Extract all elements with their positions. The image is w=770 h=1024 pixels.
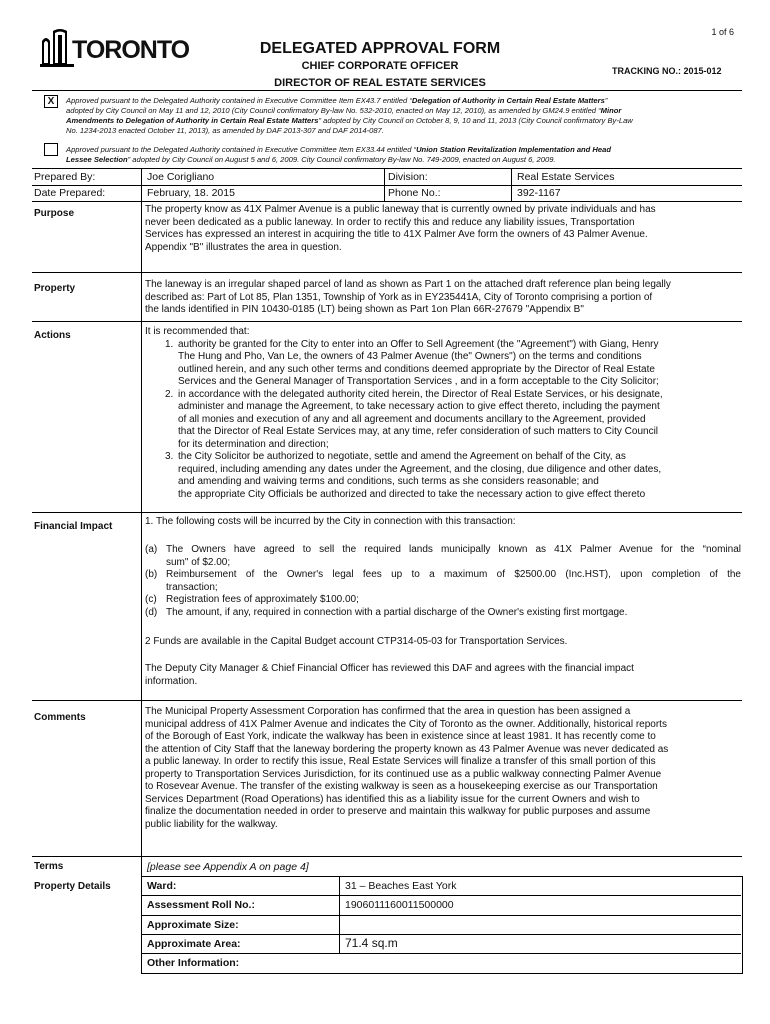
approximate-area-value: 71.4 sq.m	[345, 936, 398, 950]
info-row-divider	[32, 185, 742, 186]
comments-label: Comments	[34, 712, 86, 723]
page-number: 1 of 6	[711, 27, 734, 37]
authority-checkbox-2[interactable]	[44, 143, 58, 156]
action-line: the appropriate City Officials be authorized and directed to take the necessary action to give effect thereto	[178, 488, 646, 500]
purpose-text	[145, 204, 741, 254]
phone-label: Phone No.:	[388, 187, 441, 199]
comments-line: of the Borough of East York, indicate the walkway has been in existence since at least 1981. It has recently come to	[145, 731, 656, 742]
property-details-row-divider	[141, 934, 741, 935]
action-line: Services and the General Manager of Transportation Services , and in a form acceptable to the City Solicitor;	[178, 376, 659, 387]
division-value: Real Estate Services	[517, 171, 615, 183]
authority-1-line: Approved pursuant to the Delegated Authority contained in Executive Committee Item EX43.7 entitled “Delegation of Authority in Certain Real Estate Matters”	[66, 96, 608, 105]
action-line: authority be granted for the City to enter into an Offer to Sell Agreement (the "Agreement") with Giang, Henry	[178, 338, 659, 350]
property-details-label: Property Details	[34, 881, 111, 892]
subtitle-director: DIRECTOR OF REAL ESTATE SERVICES	[274, 77, 486, 89]
actions-list	[145, 326, 741, 501]
action-number: 3.	[165, 451, 174, 462]
authority-1-line: adopted by City Council on May 11 and 12, 2010 (City Council confirmatory By-law No. 532-2010, enacted on May 12, 2010), as amended by GM24.9 entitled “Minor	[66, 106, 622, 115]
action-line: of all monies and execution of any and all agreement and documents ancillary to the Agreement, provided	[178, 413, 646, 425]
info-bottom-divider	[32, 201, 742, 202]
financial-item	[145, 594, 741, 607]
action-line: The Hung and Pho, Van Le, the owners of 43 Palmer Avenue (the" Owners") on the terms and conditions	[178, 351, 642, 362]
assessment-roll-label: Assessment Roll No.:	[147, 899, 255, 911]
financial-item	[145, 607, 741, 620]
property-label: Property	[34, 283, 76, 294]
financial-intro-text: 1. The following costs will be incurred by the City in connection with this transaction:	[145, 516, 516, 527]
action-number: 2.	[165, 388, 174, 400]
financial-items	[145, 544, 741, 619]
authority-checkbox-1[interactable]: X	[44, 95, 58, 108]
purpose-line: The property know as 41X Palmer Avenue is a public laneway that is currently owned by private individuals and has	[145, 204, 656, 215]
action-item	[145, 339, 741, 389]
info-col-divider	[511, 168, 512, 201]
authority-divider	[32, 168, 742, 169]
cfo-review-line: information.	[145, 675, 198, 687]
financial-line: The Owners have agreed to sell the required lands municipally known as 41X Palmer Avenue for the “nominal	[166, 544, 741, 555]
comments-line: The Municipal Property Assessment Corporation has confirmed that the area in question has been assigned a	[145, 706, 631, 717]
info-col-divider	[141, 168, 142, 201]
comments-line: finalize the documentation needed in order to preserve and maintain this walkway for public purposes and assume	[145, 806, 651, 817]
approximate-size-label: Approximate Size:	[147, 919, 239, 931]
financial-item-letter: (d)	[145, 606, 158, 618]
action-line: the City Solicitor be authorized to negotiate, settle and amend the Agreement on behalf of the City, as	[178, 451, 626, 462]
authority-1-line: No. 1234-2013 enacted October 11, 2013), as amended by DAF 2013-307 and DAF 2014-087.	[66, 126, 384, 135]
purpose-line: never been dedicated as a public laneway. In order to rectify this and reduce any liability issues, Transportation	[145, 216, 635, 228]
action-line: outlined herein, and any such other terms and conditions deemed appropriate by the Director of Real Estate	[178, 363, 655, 375]
terms-text: [please see Appendix A on page 4]	[147, 861, 309, 873]
date-prepared-value: February, 18. 2015	[147, 187, 235, 199]
funds-text: 2 Funds are available in the Capital Budget account CTP314-05-03 for Transportation Services.	[145, 636, 568, 647]
subtitle-officer: CHIEF CORPORATE OFFICER	[301, 60, 459, 72]
comments-line: a public laneway. In order to rectify this issue, Real Estate Services will finalize a transfer of this small portion of this	[145, 756, 656, 767]
action-item	[145, 389, 741, 452]
section-divider	[32, 700, 742, 701]
financial-line: sum" of $2.00;	[166, 556, 231, 568]
info-col-divider	[384, 168, 385, 201]
comments-line: the attention of City Staff that the laneway bordering the property known as 43 Palmer Avenue was never dedicated as	[145, 743, 669, 755]
comments-line: public liability for the walkway.	[145, 818, 278, 830]
approximate-area-label: Approximate Area:	[147, 938, 241, 950]
ward-label: Ward:	[147, 880, 177, 892]
authority-2-line: Approved pursuant to the Delegated Authority contained in Executive Committee Item EX33.44 entitled “Union Station Revitalization Implementation and Head	[66, 145, 612, 154]
financial-item-letter: (a)	[145, 544, 158, 555]
action-line: administer and manage the Agreement, to take necessary action to give effect thereto, including the payment	[178, 401, 660, 412]
financial-line: Reimbursement of the Owner's legal fees up to a maximum of $2500.00 (Inc.HST), upon completion of the	[166, 569, 741, 580]
authority-2-line: Lessee Selection” adopted by City Council on August 5 and 6, 2009. City Council confirmatory By-law No. 749-2009, enacted on August 6, 2009.	[66, 155, 556, 164]
section-divider	[32, 272, 742, 273]
phone-value: 392-1167	[517, 187, 561, 199]
authority-1-line: Amendments to Delegation of Authority in Certain Real Estate Matters” adopted by City Council on October 8, 9, 10 and 11, 2013 (City Council confirmatory By-Law	[66, 116, 633, 125]
purpose-line: Appendix "B" illustrates the area in question.	[145, 241, 342, 253]
label-column-divider	[141, 201, 142, 876]
property-details-row-divider	[141, 895, 741, 896]
action-line: in accordance with the delegated authority cited herein, the Director of Real Estate Services, or his designate,	[178, 388, 663, 400]
financial-intro	[145, 516, 741, 529]
property-details-row-divider	[141, 915, 741, 916]
tracking-number: TRACKING NO.: 2015-012	[612, 66, 722, 76]
purpose-label: Purpose	[34, 208, 75, 219]
prepared-by-value: Joe Corigliano	[147, 171, 215, 183]
actions-intro: It is recommended that:	[145, 326, 250, 337]
financial-line: transaction;	[166, 581, 218, 593]
financial-line: The amount, if any, required in connection with a partial discharge of the Owner's existing first mortgage.	[166, 606, 628, 618]
assessment-roll-value: 1906011160011500000	[345, 899, 454, 911]
action-line: that the Director of Real Estate Services may, at any time, refer consideration of such matters to City Council	[178, 426, 659, 437]
financial-item	[145, 544, 741, 569]
financial-line: Registration fees of approximately $100.00;	[166, 594, 359, 605]
division-label: Division:	[388, 171, 428, 183]
action-line: and amending and waiving terms and conditions, such terms as she considers reasonable; and	[178, 476, 599, 487]
action-line: required, including amending any dates under the Agreement, and the closing, due diligence and other dates,	[178, 463, 662, 475]
comments-line: Services Department (Road Operations) has identified this as a liability issue for the current Owners and wish to	[145, 793, 640, 805]
city-hall-icon	[40, 27, 74, 67]
ward-value: 31 – Beaches East York	[345, 880, 457, 892]
action-number: 1.	[165, 338, 174, 350]
property-text	[145, 279, 741, 317]
date-prepared-label: Date Prepared:	[34, 187, 106, 199]
section-divider	[32, 512, 742, 513]
property-details-col-divider	[339, 876, 340, 934]
action-line: for its determination and direction;	[178, 438, 329, 450]
financial-impact-label: Financial Impact	[34, 521, 113, 532]
property-line: the lands identified in PIN 10430-0185 (LT) being shown as Part 1on Plan 66R-27679 "Appendix B"	[145, 304, 584, 315]
funds-statement	[145, 636, 741, 649]
section-divider	[32, 321, 742, 322]
comments-line: to Rosevear Avenue. The transfer of the existing walkway is seen as a housekeeping exercise as our Transportation	[145, 781, 658, 792]
purpose-line: Services has expressed an interest in acquiring the title to 41X Palmer Ave form the owners of 43 Palmer Avenue.	[145, 229, 648, 240]
comments-text	[145, 706, 741, 831]
property-line: The laneway is an irregular shaped parcel of land as shown as Part 1 on the attached draft reference plan being legally	[145, 279, 671, 290]
prepared-by-label: Prepared By:	[34, 171, 96, 183]
logo-wordmark: TORONTO	[72, 36, 190, 64]
terms-label: Terms	[34, 861, 64, 872]
cfo-review-line: The Deputy City Manager & Chief Financial Officer has reviewed this DAF and agrees with the financial impact	[145, 663, 634, 674]
actions-label: Actions	[34, 330, 71, 341]
other-information-label: Other Information:	[147, 957, 240, 969]
form-title: DELEGATED APPROVAL FORM	[259, 40, 501, 57]
cfo-review	[145, 663, 741, 688]
property-line: described as: Part of Lot 85, Plan 1351, Township of York as in EY235441A, City of Toronto comprising a portion of	[145, 291, 653, 303]
action-item	[145, 451, 741, 501]
header	[200, 40, 560, 90]
section-divider	[32, 856, 742, 857]
property-details-row-divider	[141, 953, 741, 954]
financial-item	[145, 569, 741, 594]
comments-line: property to Transportation Services Jurisdiction, for its continued use as a public walkway connecting Palmer Avenue	[145, 768, 662, 780]
comments-line: municipal address of 41X Palmer Avenue and indicates the City of Toronto as the owner. Additionally, historical reports	[145, 718, 667, 730]
authority-text-1	[66, 96, 736, 136]
financial-item-letter: (c)	[145, 594, 157, 605]
financial-item-letter: (b)	[145, 569, 158, 580]
authority-text-2	[66, 145, 736, 165]
header-divider	[32, 90, 742, 91]
property-details-col-divider	[339, 934, 340, 953]
